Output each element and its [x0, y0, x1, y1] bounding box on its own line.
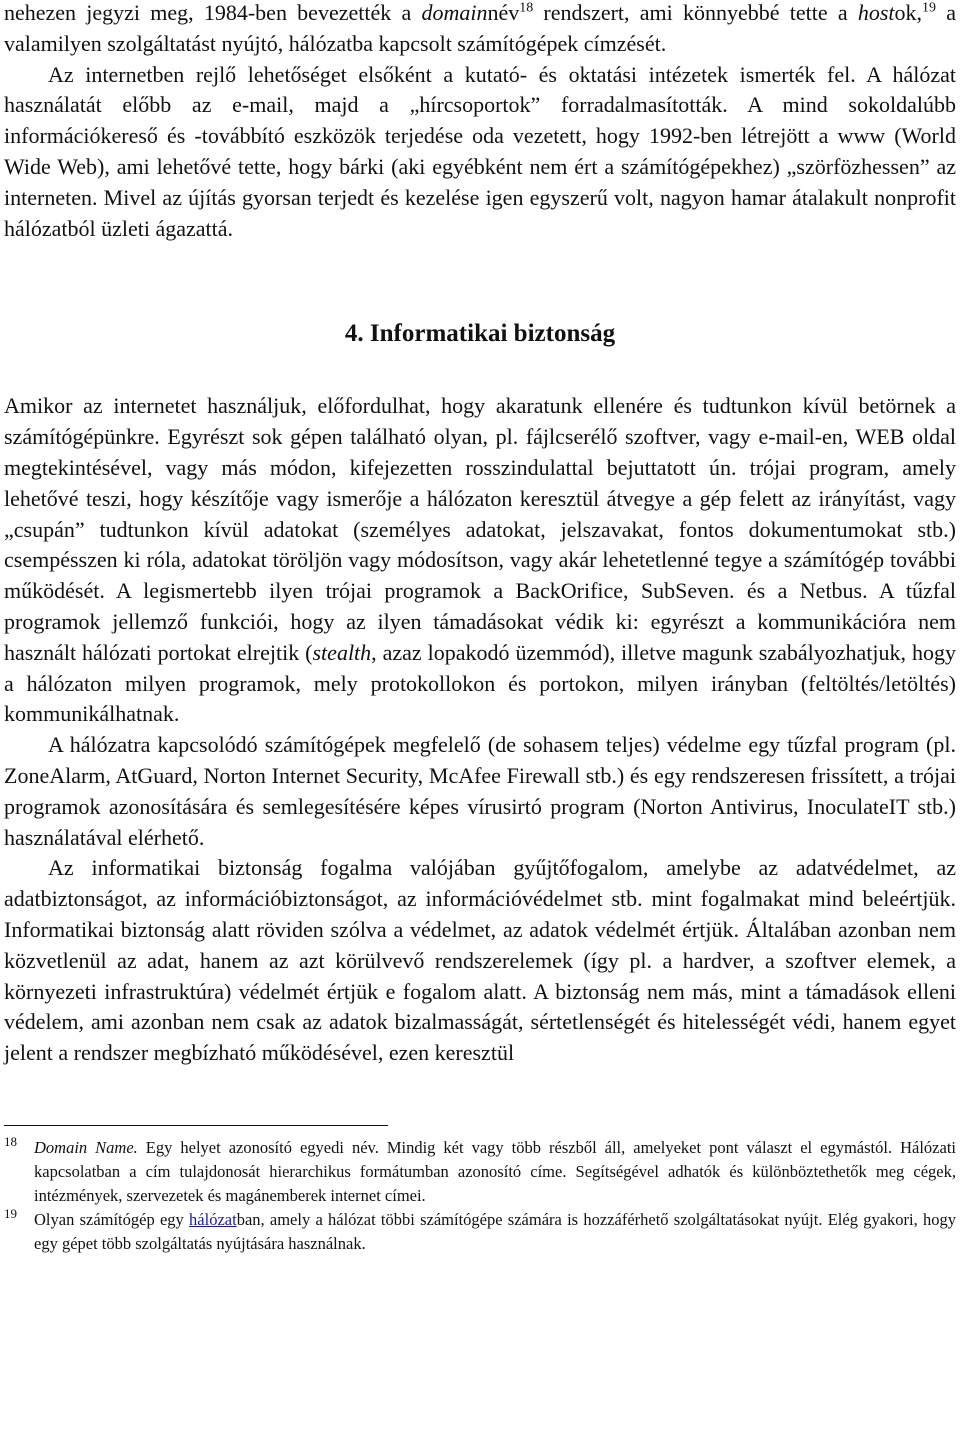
text-run: Amikor az internetet használjuk, előfordulhat, hogy akaratunk ellenére és tudtunkon kívül betörnek a számítógépünkre. Egyrészt sok gépen található olyan, pl. fájlcserélő szoftver, vagy e-mail-en, WEB oldal megtekintésével, vagy más módon, kifejezetten rosszindulattal bejuttatott ún. trójai program, amely lehetővé teszi, hogy készítője vagy ismerője a hálózaton keresztül átvegye a gép felett az irányítást, vagy „csupán” tudtunkon kívül adatokat (személyes adatokat, jelszavakat, fontos dokumentumokat stb.) csempésszen ki róla, adatokat töröljön vagy módosítson, vagy akár lehetetlenné tegye a számítógép további működését. A legismertebb ilyen trójai programok a BackOrifice, SubSeven. és a Netbus. A tűzfal programok jellemző funkciói, hogy az ilyen támadásokat védik ki: egyrészt a kommunikációra nem használt hálózati portokat elrejtik (	[4, 393, 956, 665]
network-link[interactable]: hálózat	[189, 1209, 237, 1229]
paragraph-security-definition: Az informatikai biztonság fogalma valójában gyűjtőfogalom, amelybe az adatvédelmet, az adatbiztonságot, az információbiztonságot, az információvédelmet stb. mint fogalmakat mind beleértjük. Informatikai biztonság alatt röviden szólva a védelmet, az adatok védelmét értjük. Általában azonban nem közvetlenül az adat, hanem az azt körülvevő rendszerelemek (így pl. a hardver, a szoftver elemek, a környezeti infrastruktúra) védelmét értjük e fogalom alatt. A biztonság nem más, mint a támadások elleni védelem, ami azonban nem csak az adatok bizalmasságát, sértetlenségét és hitelességét védi, hanem egyet jelent a rendszer megbízható működésével, ezen keresztül	[4, 855, 956, 1066]
text-run: név	[487, 0, 520, 25]
paragraph-domain-names	[4, 0, 956, 60]
footnote-number: 19	[4, 1205, 17, 1221]
footnote-18	[4, 1133, 956, 1208]
paragraph-internet-history: Az internetben rejlő lehetőséget elsőként a kutató- és oktatási intézetek ismerték fel. A hálózat használatát előbb az e-mail, majd a „hírcsoportok” forradalmasították. A mind sokoldalúbb információkereső és -továbbító eszközök terjedése oda vezetett, hogy 1992-ben létrejött a www (World Wide Web), ami lehetővé tette, hogy bárki (aki egyébként nem ért a számítógépekhez) „szörfözhessen” az interneten. Mivel az újítás gyorsan terjedt és kezelése igen egyszerű volt, nagyon hamar átalakult nonprofit hálózatból üzleti ágazattá.	[4, 61, 956, 241]
footnote-text: ban, amely a hálózat többi számítógépe számára is hozzáférhető szolgáltatásokat nyújt. Elég gyakori, hogy egy gépet több szolgáltatás nyújtására használnak.	[34, 1209, 956, 1253]
footnote-number: 18	[4, 1133, 17, 1149]
text-run: ok,	[894, 0, 923, 25]
footnote-ref-18[interactable]: 18	[519, 0, 534, 16]
text-run: a valamilyen szolgáltatást nyújtó, hálózatba kapcsolt számítógépek címzését.	[4, 0, 957, 56]
footnote-term: Domain Name.	[34, 1137, 138, 1157]
italic-term-stealth: stealth	[312, 639, 372, 665]
italic-term-domain: domain	[421, 0, 488, 25]
text-run: , azaz lopakodó üzemmód), illetve magunk szabályozhatjuk, hogy a hálózaton milyen programok, mely protokollokon és portokon, milyen irányban (feltöltés/letöltés) kommunikálhatnak.	[4, 639, 956, 727]
footnote-text: Olyan számítógép egy	[34, 1209, 190, 1229]
paragraph-trojans-firewall	[4, 391, 956, 730]
footnote-19	[4, 1205, 956, 1256]
footnote-separator	[4, 1125, 388, 1126]
footnote-ref-19[interactable]: 19	[922, 0, 937, 16]
footnote-text: Egy helyet azonosító egyedi név. Mindig két vagy több részből áll, amelyeket pont választ el egymástól. Hálózati kapcsolatban a cím tulajdonosát hierarchikus formátumban azonosító címe. Segítségével adhatók és különböztethetők meg cégek, intézmények, szervezetek és magánemberek internet címei.	[34, 1137, 956, 1205]
section-heading: 4. Informatikai biztonság	[344, 320, 616, 348]
text-run: nehezen jegyzi meg, 1984-ben bevezették a	[4, 0, 422, 25]
italic-term-host: host	[857, 0, 895, 25]
text-run: rendszert, ami könnyebbé tette a	[533, 0, 858, 25]
paragraph-protection: A hálózatra kapcsolódó számítógépek megfelelő (de sohasem teljes) védelme egy tűzfal program (pl. ZoneAlarm, AtGuard, Norton Internet Security, McAfee Firewall stb.) és egy rendszeresen frissített, a trójai programok azonosítására és semlegesítésére képes vírusirtó program (Norton Antivirus, InoculateIT stb.) használatával elérhető.	[4, 732, 956, 850]
